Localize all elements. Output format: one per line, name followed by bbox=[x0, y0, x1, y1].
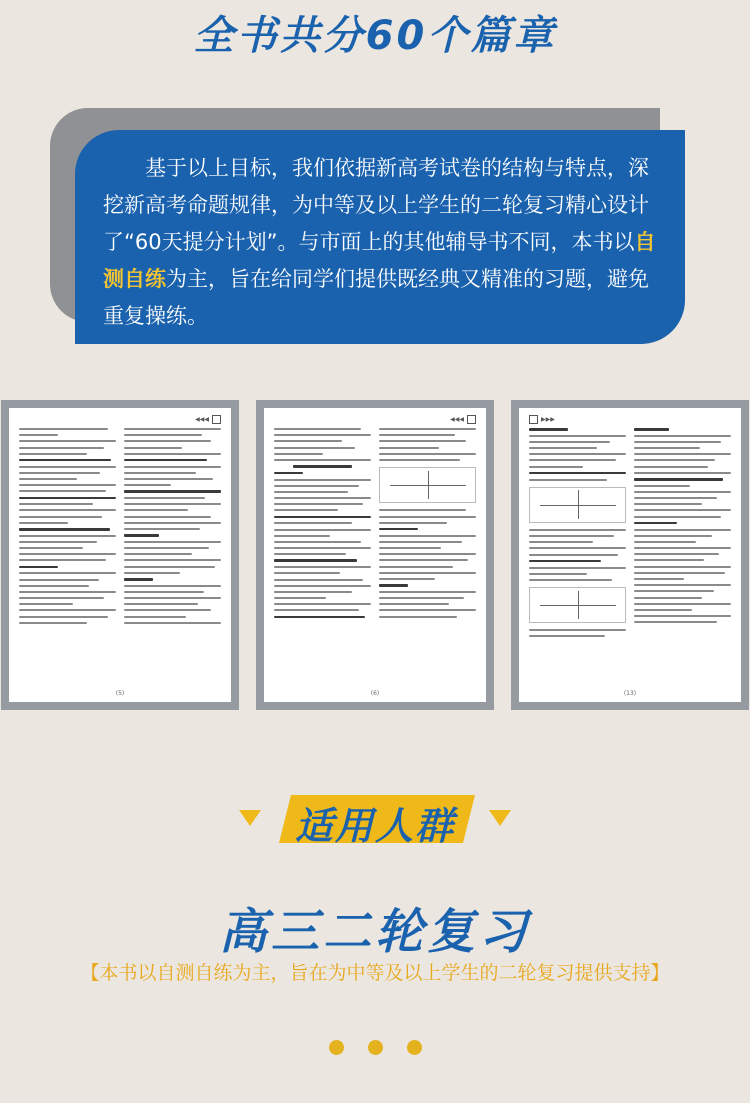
intro-highlight: 自测自练 bbox=[103, 230, 656, 291]
sample-page-3 bbox=[511, 400, 749, 710]
sample-page-1 bbox=[1, 400, 239, 710]
graph-figure bbox=[529, 587, 626, 623]
intro-text-part1: 基于以上目标，我们依据新高考试卷的结构与特点，深挖新高考命题规律，为中等及以上学生的二轮复习精心设计了“60天提分计划”。与市面上的其他辅导书不同，本书以 bbox=[103, 156, 649, 254]
audience-label: 适用人群 bbox=[294, 804, 455, 848]
dot-icon bbox=[329, 1040, 344, 1055]
graph-figure bbox=[379, 467, 476, 503]
page-number: (6) bbox=[370, 690, 380, 697]
graph-figure bbox=[529, 487, 626, 523]
page-number: (5) bbox=[115, 690, 125, 697]
page-number: (13) bbox=[623, 690, 637, 697]
intro-card bbox=[75, 130, 685, 344]
audience-subtitle: 【本书以自测自练为主，旨在为中等及以上学生的二轮复习提供支持】 bbox=[80, 962, 670, 984]
intro-text-part2: 为主，旨在给同学们提供既经典又精准的习题，避免重复操练。 bbox=[103, 267, 649, 328]
pagination-dots bbox=[0, 1040, 750, 1055]
page-header-icon: ◀◀◀ bbox=[450, 414, 476, 424]
page-title: 全书共分60个篇章 bbox=[193, 13, 557, 59]
page-header-icon: ◀◀◀ bbox=[195, 414, 221, 424]
sample-pages bbox=[0, 400, 750, 710]
dot-icon bbox=[368, 1040, 383, 1055]
audience-section bbox=[0, 788, 750, 848]
page-header-icon: ▶▶▶ bbox=[529, 414, 555, 424]
triangle-down-icon bbox=[489, 810, 511, 826]
triangle-down-icon bbox=[239, 810, 261, 826]
audience-badge bbox=[277, 791, 473, 848]
dot-icon bbox=[407, 1040, 422, 1055]
audience-title: 高三二轮复习 bbox=[218, 904, 531, 960]
sample-page-2 bbox=[256, 400, 494, 710]
